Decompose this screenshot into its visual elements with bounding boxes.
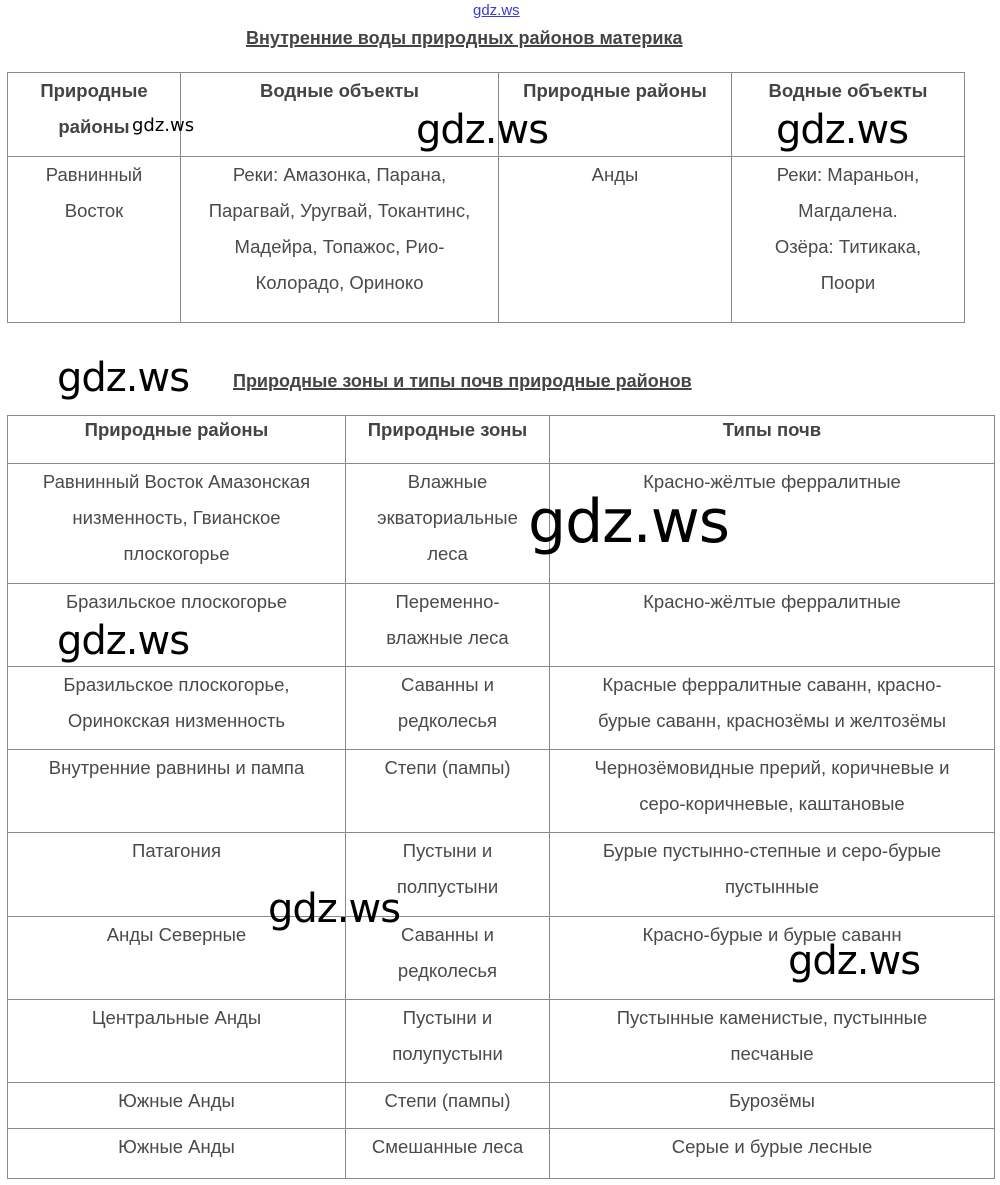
table1-title: Внутренние воды природных районов материка — [246, 28, 683, 48]
watermark: gdz.ws — [776, 107, 909, 153]
table-cell: Бразильское плоскогорье — [8, 584, 346, 667]
table-cell: Равнинный Восток Амазонская низменность, Гвианское плоскогорье — [8, 464, 346, 584]
table-header-row — [8, 416, 995, 464]
table-cell: Красно-бурые и бурые саванн — [550, 917, 995, 1000]
table-row — [8, 667, 995, 750]
table-cell: Серые и бурые лесные — [550, 1129, 995, 1179]
watermark: gdz.ws — [416, 107, 549, 153]
table-cell: Патагония — [8, 833, 346, 917]
table-cell: Красные ферралитные саванн, красно- бурые саванн, краснозёмы и желтозёмы — [550, 667, 995, 750]
table-row — [8, 1083, 995, 1129]
table-cell: Степи (пампы) — [346, 750, 550, 833]
table-cell: Анды — [499, 157, 732, 323]
table-cell: Центральные Анды — [8, 1000, 346, 1083]
table-row — [8, 1000, 995, 1083]
table-cell: Южные Анды — [8, 1083, 346, 1129]
table-cell: Бурозёмы — [550, 1083, 995, 1129]
table-row — [8, 833, 995, 917]
table-cell: Красно-жёлтые ферралитные — [550, 464, 995, 584]
table-cell: Степи (пампы) — [346, 1083, 550, 1129]
table-cell: Саванны и редколесья — [346, 917, 550, 1000]
table-row — [8, 464, 995, 584]
table-cell: Влажные экваториальные леса — [346, 464, 550, 584]
table-cell: Смешанные леса — [346, 1129, 550, 1179]
table-cell: Чернозёмовидные прерий, коричневые и серо-коричневые, каштановые — [550, 750, 995, 833]
table-cell: Реки: Мараньон, Магдалена. Озёра: Титикака, Поори — [732, 157, 965, 323]
zones-soils-table — [7, 415, 995, 1179]
table-cell: Бурые пустынно-степные и серо-бурые пустынные — [550, 833, 995, 917]
table-row — [8, 157, 965, 323]
header-cell: Природные зоны — [346, 416, 550, 464]
watermark: gdz.ws — [132, 115, 195, 136]
watermark: gdz.ws — [528, 487, 730, 557]
table-cell: Переменно- влажные леса — [346, 584, 550, 667]
table-cell: Равнинный Восток — [8, 157, 181, 323]
table2-title: Природные зоны и типы почв природные районов — [233, 371, 692, 391]
header-cell: Водные объекты — [181, 73, 499, 157]
header-cell: Природные районы — [499, 73, 732, 157]
table-cell: Пустыни и полпустыни — [346, 833, 550, 917]
watermark: gdz.ws — [57, 618, 190, 664]
table-cell: Пустыни и полупустыни — [346, 1000, 550, 1083]
table-row — [8, 1129, 995, 1179]
table-cell: Реки: Амазонка, Парана, Парагвай, Уругвай, Токантинс, Мадейра, Топажос, Рио- Колорадо, Ориноко — [181, 157, 499, 323]
header-cell: Природные районы — [8, 73, 181, 157]
header-watermark-link[interactable]: gdz.ws — [473, 2, 520, 19]
table-cell: Бразильское плоскогорье, Оринокская низменность — [8, 667, 346, 750]
table-cell: Красно-жёлтые ферралитные — [550, 584, 995, 667]
table-cell: Пустынные каменистые, пустынные песчаные — [550, 1000, 995, 1083]
table-cell: Анды Северные — [8, 917, 346, 1000]
watermark: gdz.ws — [788, 938, 921, 984]
watermark: gdz.ws — [57, 355, 190, 401]
table-cell: Внутренние равнины и пампа — [8, 750, 346, 833]
watermark: gdz.ws — [268, 886, 401, 932]
header-cell: Природные районы — [8, 416, 346, 464]
table-cell: Саванны и редколесья — [346, 667, 550, 750]
header-cell: Водные объекты — [732, 73, 965, 157]
header-cell: Типы почв — [550, 416, 995, 464]
table-cell: Южные Анды — [8, 1129, 346, 1179]
table-row — [8, 750, 995, 833]
